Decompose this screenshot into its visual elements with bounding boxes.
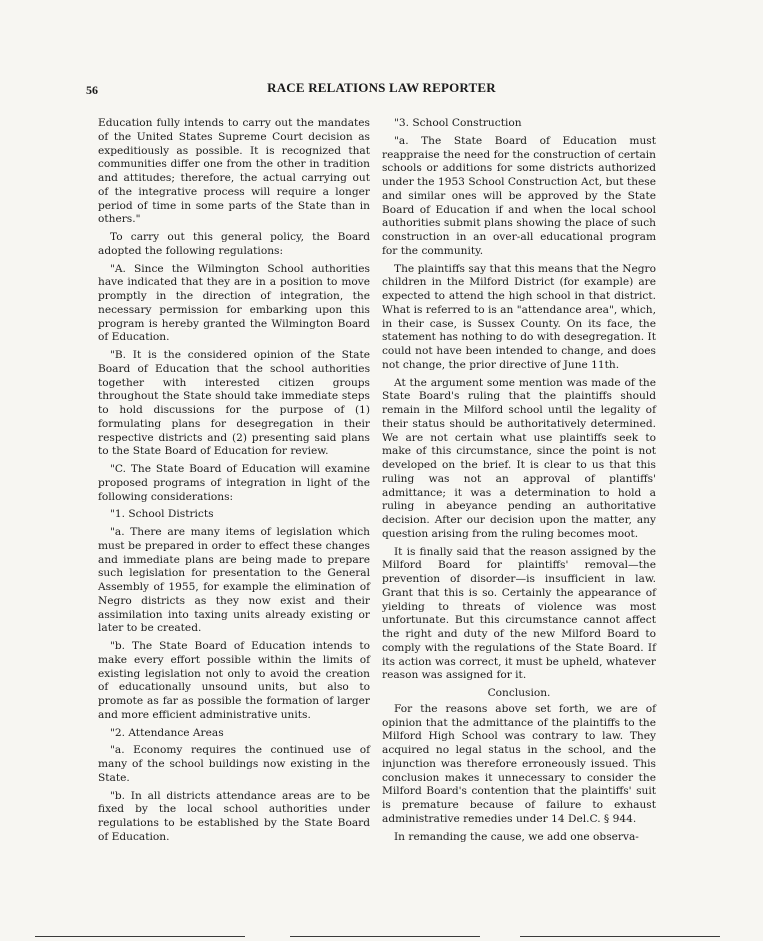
paragraph: In remanding the cause, we add one observa- — [394, 830, 639, 843]
paragraph: "b. In all districts attendance areas are to be fixed by the local school authorities under regulations to be established by the State Board of Education. — [98, 789, 370, 843]
section-heading: Conclusion. — [487, 687, 551, 699]
subheading: "3. School Construction — [394, 117, 522, 129]
paragraph: "a. There are many items of legislation which must be prepared in order to effect these changes and immediate plans are being made to prepare such legislation for presentation to the General Assembly of 1955, for example the elimination of Negro districts as they now exist and their assimilation into taxing units already existing or later to be created. — [98, 526, 370, 635]
paragraph: For the reasons above set forth, we are of opinion that the admittance of the plaintiffs to the Milford High School was contrary to law. They acquired no legal status in the school, and the injunction was therefore erroneously issued. This conclusion makes it unnecessary to consider the Milford Board's contention that the plaintiffs' suit is premature because of failure to exhaust administrative remedies under 14 Del.C. § 944. — [382, 702, 656, 825]
footer-rule-right — [520, 936, 720, 937]
left-column — [98, 117, 370, 849]
paragraph: To carry out this general policy, the Board adopted the following regulations: — [98, 231, 370, 257]
page-number: 56 — [86, 83, 98, 97]
right-column — [382, 117, 656, 848]
paragraph: It is finally said that the reason assigned by the Milford Board for plaintiffs' removal—the prevention of disorder—is insufficient in law. Grant that this is so. Certainly the appearance of yielding to threats of violence was most unfortunate. But this circumstance cannot affect the right and duty of the new Milford Board to comply with the regulations of the State Board. If its action was correct, it must be upheld, whatever reason was assigned for it. — [382, 545, 656, 682]
paragraph: The plaintiffs say that this means that the Negro children in the Milford District (for example) are expected to attend the high school in that district. What is referred to is an "attendance area", which, in their case, is Sussex County. On its face, the statement has nothing to do with desegregation. It could not have been intended to change, and does not change, the prior directive of June 11th. — [382, 262, 656, 371]
paragraph: "a. The State Board of Education must reappraise the need for the construction of certain schools or additions for some districts authorized under the 1953 School Construction Act, but these and similar ones will be approved by the State Board of Education if and when the local school authorities submit plans showing the place of such construction in an over-all educational program for the community. — [382, 134, 656, 257]
footer-rule-left — [35, 936, 245, 937]
running-head: RACE RELATIONS LAW REPORTER — [267, 80, 496, 95]
paragraph: "A. Since the Wilmington School authorities have indicated that they are in a position to move promptly in the direction of integration, the necessary permission for embarking upon this program is hereby granted the Wilmington Board of Education. — [98, 262, 370, 344]
subheading: "2. Attendance Areas — [110, 726, 224, 739]
paragraph: "b. The State Board of Education intends to make every effort possible within the limits of existing legislation not only to avoid the creation of educationally unsound units, but also to promote as far as possible the formation of larger and more efficient administrative units. — [98, 640, 370, 721]
footer-rule-middle — [290, 936, 480, 937]
subheading: "1. School Districts — [110, 508, 214, 521]
paragraph: "C. The State Board of Education will examine proposed programs of integration in light of the following considerations: — [98, 463, 370, 503]
paragraph: At the argument some mention was made of the State Board's ruling that the plaintiffs should remain in the Milford school until the legality of their status should be authoritatively determined. We are not certain what use plaintiffs seek to make of this circumstance, since the point is not developed on the brief. It is clear to us that this ruling was not an approval of plantiffs' admittance; it was a determination to hold a ruling in abeyance pending an authoritative decision. After our decision upon the matter, any question arising from the ruling becomes moot. — [382, 376, 656, 540]
paragraph: "a. Economy requires the continued use of many of the school buildings now existing in the State. — [98, 744, 370, 784]
paragraph: "B. It is the considered opinion of the State Board of Education that the school authorities together with interested citizen groups throughout the State should take immediate steps to hold discussions for the purpose of (1) formulating plans for desegregation in their respective districts and (2) presenting said plans to the State Board of Education for review. — [98, 349, 370, 458]
paragraph: Education fully intends to carry out the mandates of the United States Supreme Court decision as expeditiously as possible. It is recognized that communities differ one from the other in tradition and attitudes; therefore, the actual carrying out of the integrative process will require a longer period of time in some parts of the State than in others." — [98, 117, 370, 226]
